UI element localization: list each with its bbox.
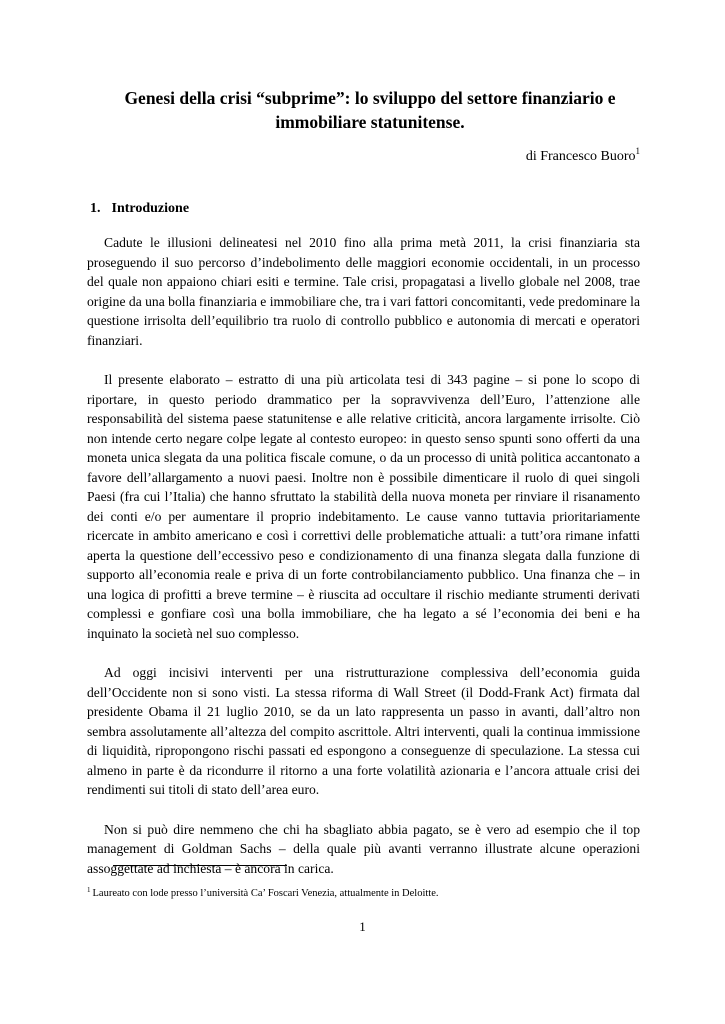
author-footnote-mark[interactable]: 1	[635, 146, 640, 156]
footnote-mark: 1	[87, 886, 91, 894]
footnote	[87, 887, 439, 901]
footnote-text: Laureato con lode presso l’università Ca’ Foscari Venezia, attualmente in Deloitte.	[92, 888, 439, 899]
footnote-divider	[113, 865, 287, 866]
section-title: Introduzione	[111, 201, 190, 216]
paragraph-2: Il presente elaborato – estratto di una più articolata tesi di 343 pagine – si pone lo scopo di riportare, in questo periodo drammatico per la sopravvivenza dell’Euro, l’attenzione alle responsabilità del sistema paese statunitense e alle relative criticità, ancora largamente irrisolte. Ciò non intende certo negare colpe legate al contesto europeo: in questo senso spunti sono offerti da una moneta unica slegata da una politica fiscale comune, o da un processo di unità politica accantonato a favore dell’allargamento a nuovi paesi. Inoltre non è possibile dimenticare il ruolo di quei singoli Paesi (fra cui l’Italia) che hanno sfruttato la stabilità della nuova moneta per rinviare il risanamento dei conti e/o per aumentare il proprio indebitamento. Le cause vanno tuttavia prioritariamente ricercate in ambito americano e così i correttivi delle problematiche attuali: a tutt’ora rimane infatti aperta la questione dell’eccessivo peso e condizionamento di una finanza slegata dalla funzione di supporto all’economia reale e priva di un forte controbilanciamento pubblico. Una finanza che – in una logica di profitti a breve termine – è riuscita ad occultare il rischio mediante strumenti derivati complessi e gonfiare così una bolla immobiliare, che ha legato a sé l’economia dei beni e ha inquinato la società nel suo complesso.	[87, 372, 640, 641]
paragraph-3: Ad oggi incisivi interventi per una ristrutturazione complessiva dell’economia guida dell’Occidente non si sono visti. La stessa riforma di Wall Street (il Dodd-Frank Act) firmata dal presidente Obama il 21 luglio 2010, se da un lato rappresenta un passo in avanti, dall’altro non sembra assolutamente all’altezza del compito ascrittole. Altri interventi, quali la continua immissione di liquidità, ripropongono rischi passati ed espongono a conseguenze di speculazione. La stessa cui almeno in parte è da ricondurre il ritorno a una forte volatilità azionaria e l’ancora attuale crisi dei rendimenti sui titoli di stato dell’area euro.	[87, 665, 640, 797]
author-line	[526, 148, 640, 166]
body-text	[87, 233, 640, 898]
author-name: di Francesco Buoro	[525, 149, 636, 164]
paragraph-1: Cadute le illusioni delineatesi nel 2010 fino alla prima metà 2011, la crisi finanziaria sta proseguendo il suo percorso d’indebolimento delle maggiori economie occidentali, in un processo del quale non appaiono chiari esiti e termine. Tale crisi, propagatasi a livello globale nel 2008, trae origine da una bolla finanziaria e immobiliare che, tra i vari fattori concomitanti, vede predominare la questione irrisolta dell’equilibrio tra ruolo di controllo pubblico e autonomia di mercati e operatori finanziari.	[87, 235, 640, 348]
page-number: 1	[359, 919, 366, 934]
section-heading	[90, 200, 189, 218]
section-number: 1.	[90, 201, 101, 216]
paragraph-4: Non si può dire nemmeno che chi ha sbagliato abbia pagato, se è vero ad esempio che il top management di Goldman Sachs – della quale più avanti verranno illustrate alcune operazioni assoggettate ad inchiesta – è ancora in carica.	[87, 821, 640, 876]
document-title: Genesi della crisi “subprime”: lo sviluppo del settore finanziario e immobiliare statunitense.	[124, 88, 616, 132]
